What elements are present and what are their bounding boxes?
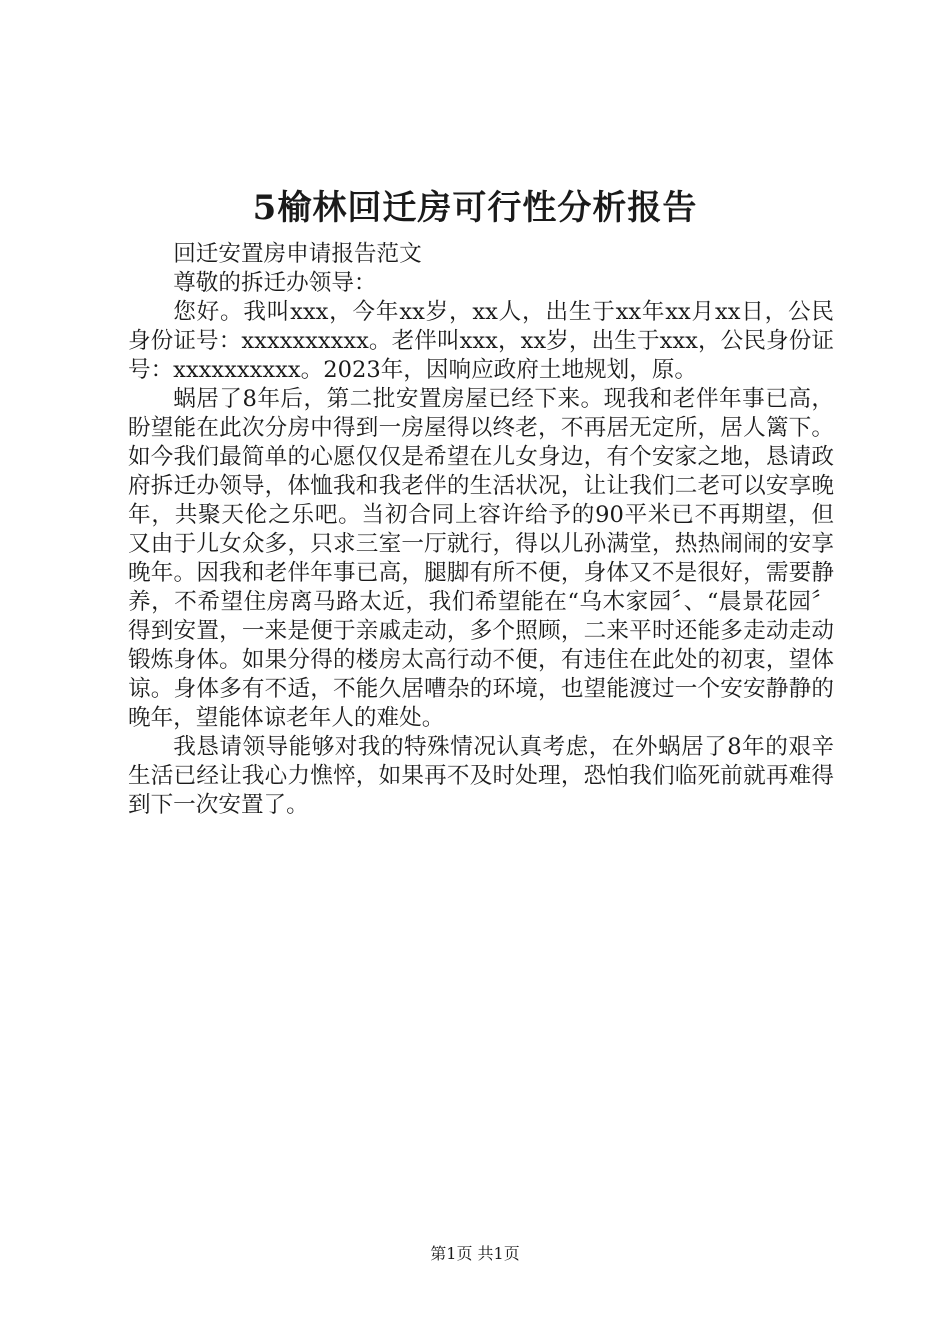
document-body <box>128 240 834 820</box>
paragraph-subtitle: 回迁安置房申请报告范文 <box>173 241 422 267</box>
paragraph-closing: 我恳请领导能够对我的特殊情况认真考虑，在外蜗居了8年的艰辛生活已经让我心力憔悴，如果再不及时处理，恐怕我们临死前就再难得到下一次安置了。 <box>128 734 834 818</box>
page-number-footer: 第1页 共1页 <box>430 1244 520 1263</box>
paragraph-request: 蜗居了8年后，第二批安置房屋已经下来。现我和老伴年事已高，盼望能在此次分房中得到一房屋得以终老，不再居无定所，居人篱下。如今我们最简单的心愿仅仅是希望在儿女身边，有个安家之地，恳请政府拆迁办领导，体恤我和我老伴的生活状况，让让我们二老可以安享晚年，共聚天伦之乐吧。当初合同上容许给予的90平米已不再期望，但又由于儿女众多，只求三室一厅就行，得以儿孙满堂，热热闹闹的安享晚年。因我和老伴年事已高，腿脚有所不便，身体又不是很好，需要静养，不希望住房离马路太近，我们希望能在“乌木家园〞、“晨景花园〞得到安置，一来是便于亲戚走动，多个照顾，二来平时还能多走动走动锻炼身体。如果分得的楼房太高行动不便，有违住在此处的初衷，望体谅。身体多有不适，不能久居嘈杂的环境，也望能渡过一个安安静静的晚年，望能体谅老年人的难处。 <box>128 386 834 731</box>
paragraph-introduction: 您好。我叫xxx，今年xx岁，xx人，出生于xx年xx月xx日，公民身份证号：xxxxxxxxxx。老伴叫xxx，xx岁，出生于xxx，公民身份证号：xxxxxxxxxx。2023年，因响应政府土地规划，原。 <box>128 299 834 383</box>
document-title: 5榆林回迁房可行性分析报告 <box>252 188 698 228</box>
paragraph-salutation: 尊敬的拆迁办领导： <box>173 270 377 296</box>
